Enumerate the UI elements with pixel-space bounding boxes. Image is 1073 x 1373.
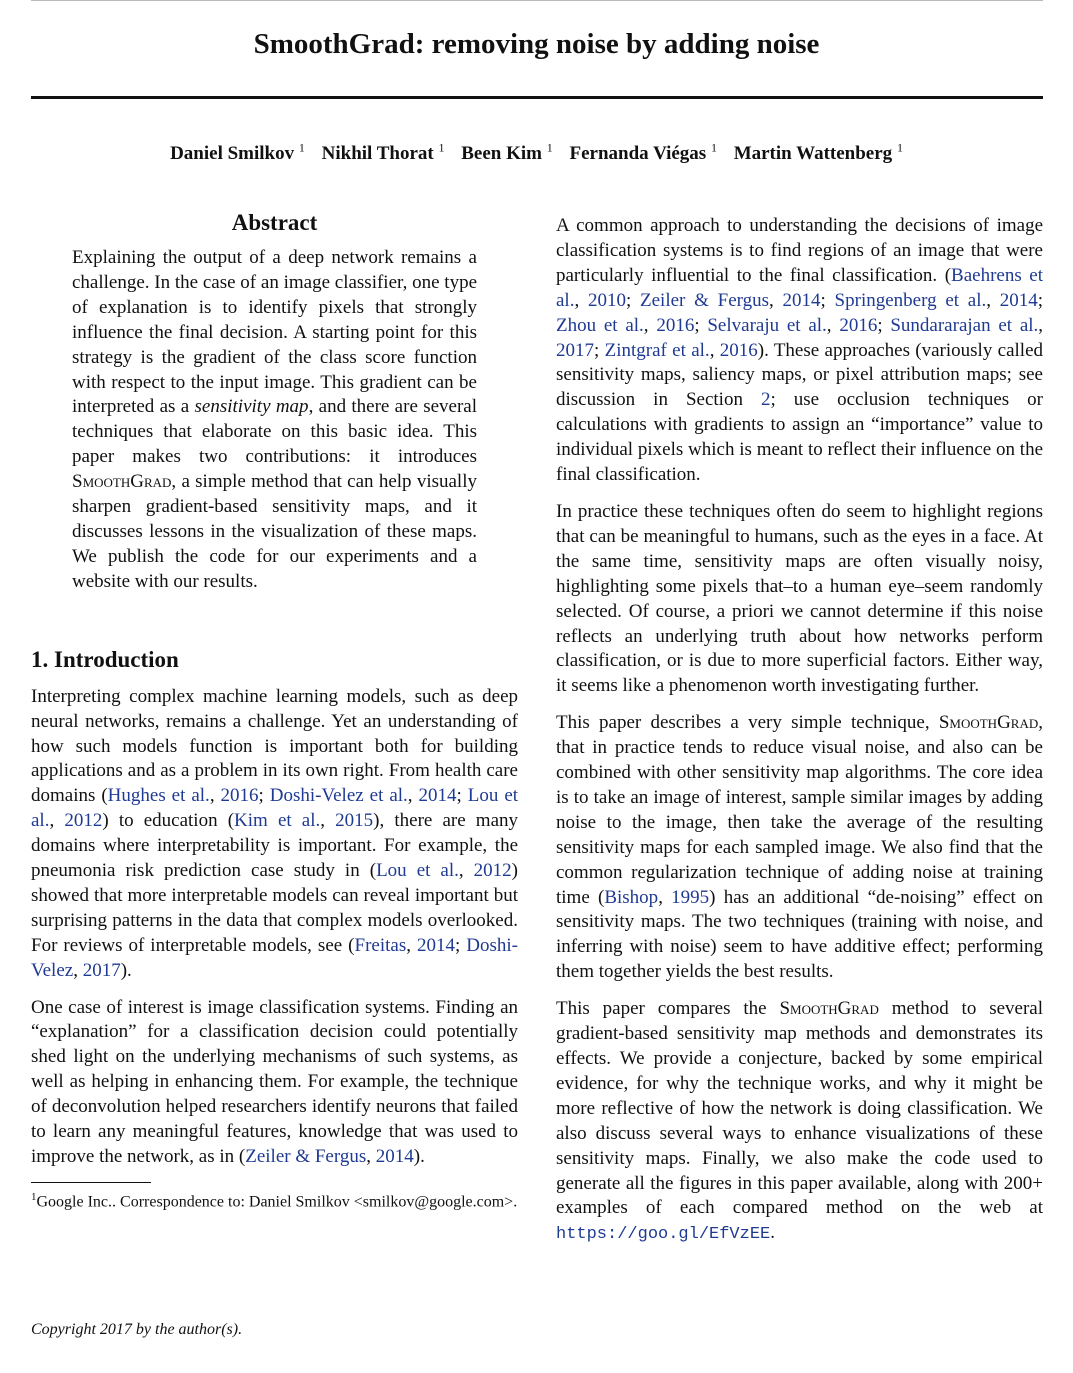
citation-link[interactable]: Hughes et al. [107, 785, 210, 807]
section-heading-introduction: 1. Introduction [31, 646, 179, 672]
author: Nikhil Thorat $^1$ [321, 141, 445, 165]
citation-link[interactable]: 2014 [999, 289, 1038, 311]
method-name: SmoothGrad [938, 712, 1039, 734]
citation-link[interactable]: Zhou et al. [556, 314, 644, 336]
citation-link[interactable]: Bishop [604, 886, 659, 908]
citation-link[interactable]: Springenberg et al. [834, 289, 987, 311]
citation-link[interactable]: 2017 [556, 339, 594, 361]
citation-link[interactable]: 2014 [375, 1146, 414, 1167]
author: Fernanda Viégas $^1$ [569, 141, 717, 165]
emphasis: sensitivity map [194, 396, 309, 418]
abstract-text: Explaining the output of a deep network remains a challenge. In the case of an image classifier, one type of explanation is to identify pixels that strongly influence the final decision. A starting point for this strategy is the gradient of the class score function with respect to the input image. This gradient can be interpreted as a sensitivity map, and there are several techniques that elaborate on this basic idea. This paper makes two contributions: it introduces SmoothGrad, a simple method that can help visually sharpen gradient-based sensitivity maps, and it discusses lessons in the visualization of these maps. We publish the code for our experiments and a website with our results. [72, 247, 477, 592]
citation-link[interactable]: Zeiler & Fergus [640, 289, 770, 311]
right-column [556, 214, 1043, 1260]
citation-link[interactable]: Freitas [354, 934, 407, 956]
intro-paragraph-4: In practice these techniques often do seem to highlight regions that can be meaningful to humans, such as the eyes in a face. At the same time, sensitivity maps are often visually noisy, highlighting some pixels that–to a human eye–seem randomly selected. Of course, a priori we cannot determine if this noise reflects an underlying truth about how networks perform classification, or is due to more superficial factors. Either way, it seems like a phenomenon worth investigating further. [556, 500, 1043, 697]
citation-link[interactable]: Lou et al. [376, 860, 459, 882]
method-name: SmoothGrad [72, 471, 172, 493]
citation-link[interactable]: 2014 [416, 934, 455, 956]
left-column [31, 210, 518, 1212]
citation-link[interactable]: 2016 [220, 785, 259, 807]
paper-title: SmoothGrad: removing noise by adding noise [253, 28, 820, 60]
citation-link[interactable]: 2017 [82, 959, 121, 981]
title-rule [31, 96, 1043, 99]
author: Been Kim $^1$ [461, 141, 553, 165]
citation-link[interactable]: 2012 [473, 860, 512, 882]
citation-link[interactable]: Doshi-Velez [31, 934, 518, 981]
citation-link[interactable]: 2016 [839, 314, 878, 336]
citation-link[interactable]: 2014 [418, 785, 457, 807]
intro-paragraph-5: This paper describes a very simple technique, SmoothGrad, that in practice tends to reduce visual noise, and also can be combined with other sensitivity map algorithms. The core idea is to take an image of interest, sample similar images by adding noise to the image, then take the average of the resulting sensitivity maps for each sampled image. We also find that the common regularization technique of adding noise at training time (Bishop, 1995) has an additional “de-noising” effect on sensitivity maps. The two techniques (training with noise, and inferring with noise) seem to have additive effect; performing them together yields the best results. [556, 712, 1043, 983]
citation-link[interactable]: Lou et al. [31, 785, 519, 832]
author: Martin Wattenberg $^1$ [733, 141, 903, 165]
citation-link[interactable]: 2016 [719, 339, 758, 361]
author: Daniel Smilkov $^1$ [170, 141, 305, 165]
citation-link[interactable]: Zintgraf et al. [604, 339, 710, 361]
citation-link[interactable]: Baehrens et al. [556, 264, 1043, 311]
citation-link[interactable]: Doshi-Velez et al. [269, 785, 408, 807]
citation-link[interactable]: 2012 [64, 810, 103, 832]
intro-paragraph-2: One case of interest is image classification systems. Finding an “explanation” for a classification decision could potentially shed light on the underlying mechanisms of such systems, as well as helping in enhancing them. For example, the technique of deconvolution helped researchers identify neurons that failed to learn any meaningful features, knowledge that was used to improve the network, as in (Zeiler & Fergus, 2014). [31, 996, 518, 1167]
section-link[interactable]: 2 [760, 389, 771, 411]
citation-link[interactable]: 2014 [782, 289, 821, 311]
top-rule [31, 0, 1043, 1]
citation-link[interactable]: Sundararajan et al. [890, 314, 1039, 336]
copyright-notice: Copyright 2017 by the author(s). [31, 1321, 243, 1338]
citation-link[interactable]: 2010 [587, 289, 626, 311]
footnote: $^1$Google Inc.. Correspondence to: Daniel Smilkov <smilkov@google.com>. [31, 1190, 518, 1211]
citation-link[interactable]: 2016 [656, 314, 695, 336]
intro-paragraph-6: This paper compares the SmoothGrad method to several gradient-based sensitivity map methods and demonstrates its effects. We provide a conjecture, backed by some empirical evidence, for why the technique works, and why it might be more reflective of how the network is doing classification. We also discuss several ways to enhance visualizations of these sensitivity maps. Finally, we also make the code used to generate all the figures in this paper available, along with 200+ examples of each compared method on the web at https://goo.gl/EfVzEE. [556, 998, 1043, 1245]
footnote-rule [31, 1182, 151, 1183]
citation-link[interactable]: Kim et al. [234, 810, 321, 832]
intro-paragraph-1: Interpreting complex machine learning models, such as deep neural networks, remains a challenge. Yet an understanding of how such models function is important both for building applications and as a problem in its own right. From health care domains (Hughes et al., 2016; Doshi-Velez et al., 2014; Lou et al., 2012) to education (Kim et al., 2015), there are many domains where interpretability is important. For example, the pneumonia risk prediction case study in (Lou et al., 2012) showed that more interpretable models can reveal important but surprising patterns in the data that complex models overlooked. For reviews of interpretable models, see (Freitas, 2014; Doshi-Velez, 2017). [31, 685, 519, 981]
abstract-heading: Abstract [231, 210, 318, 235]
code-url-link[interactable]: https://goo.gl/EfVzEE [556, 1225, 771, 1245]
citation-link[interactable]: 1995 [671, 886, 710, 908]
citation-link[interactable]: 2015 [335, 810, 374, 832]
method-name: SmoothGrad [779, 998, 879, 1020]
citation-link[interactable]: Zeiler & Fergus [245, 1146, 367, 1167]
author-list [0, 141, 1073, 165]
citation-link[interactable]: Selvaraju et al. [707, 314, 827, 336]
intro-paragraph-3: A common approach to understanding the decisions of image classification systems is to find regions of an image that were particularly influential to the final classification. (Baehrens et al., 2010; Zeiler & Fergus, 2014; Springenberg et al., 2014; Zhou et al., 2016; Selvaraju et al., 2016; Sundararajan et al., 2017; Zintgraf et al., 2016). These approaches (variously called sensitivity maps, saliency maps, or pixel attribution maps; see discussion in Section 2; use occlusion techniques or calculations with gradients to assign an “importance” value to individual pixels which is meant to reflect their influence on the final classification. [556, 215, 1044, 486]
